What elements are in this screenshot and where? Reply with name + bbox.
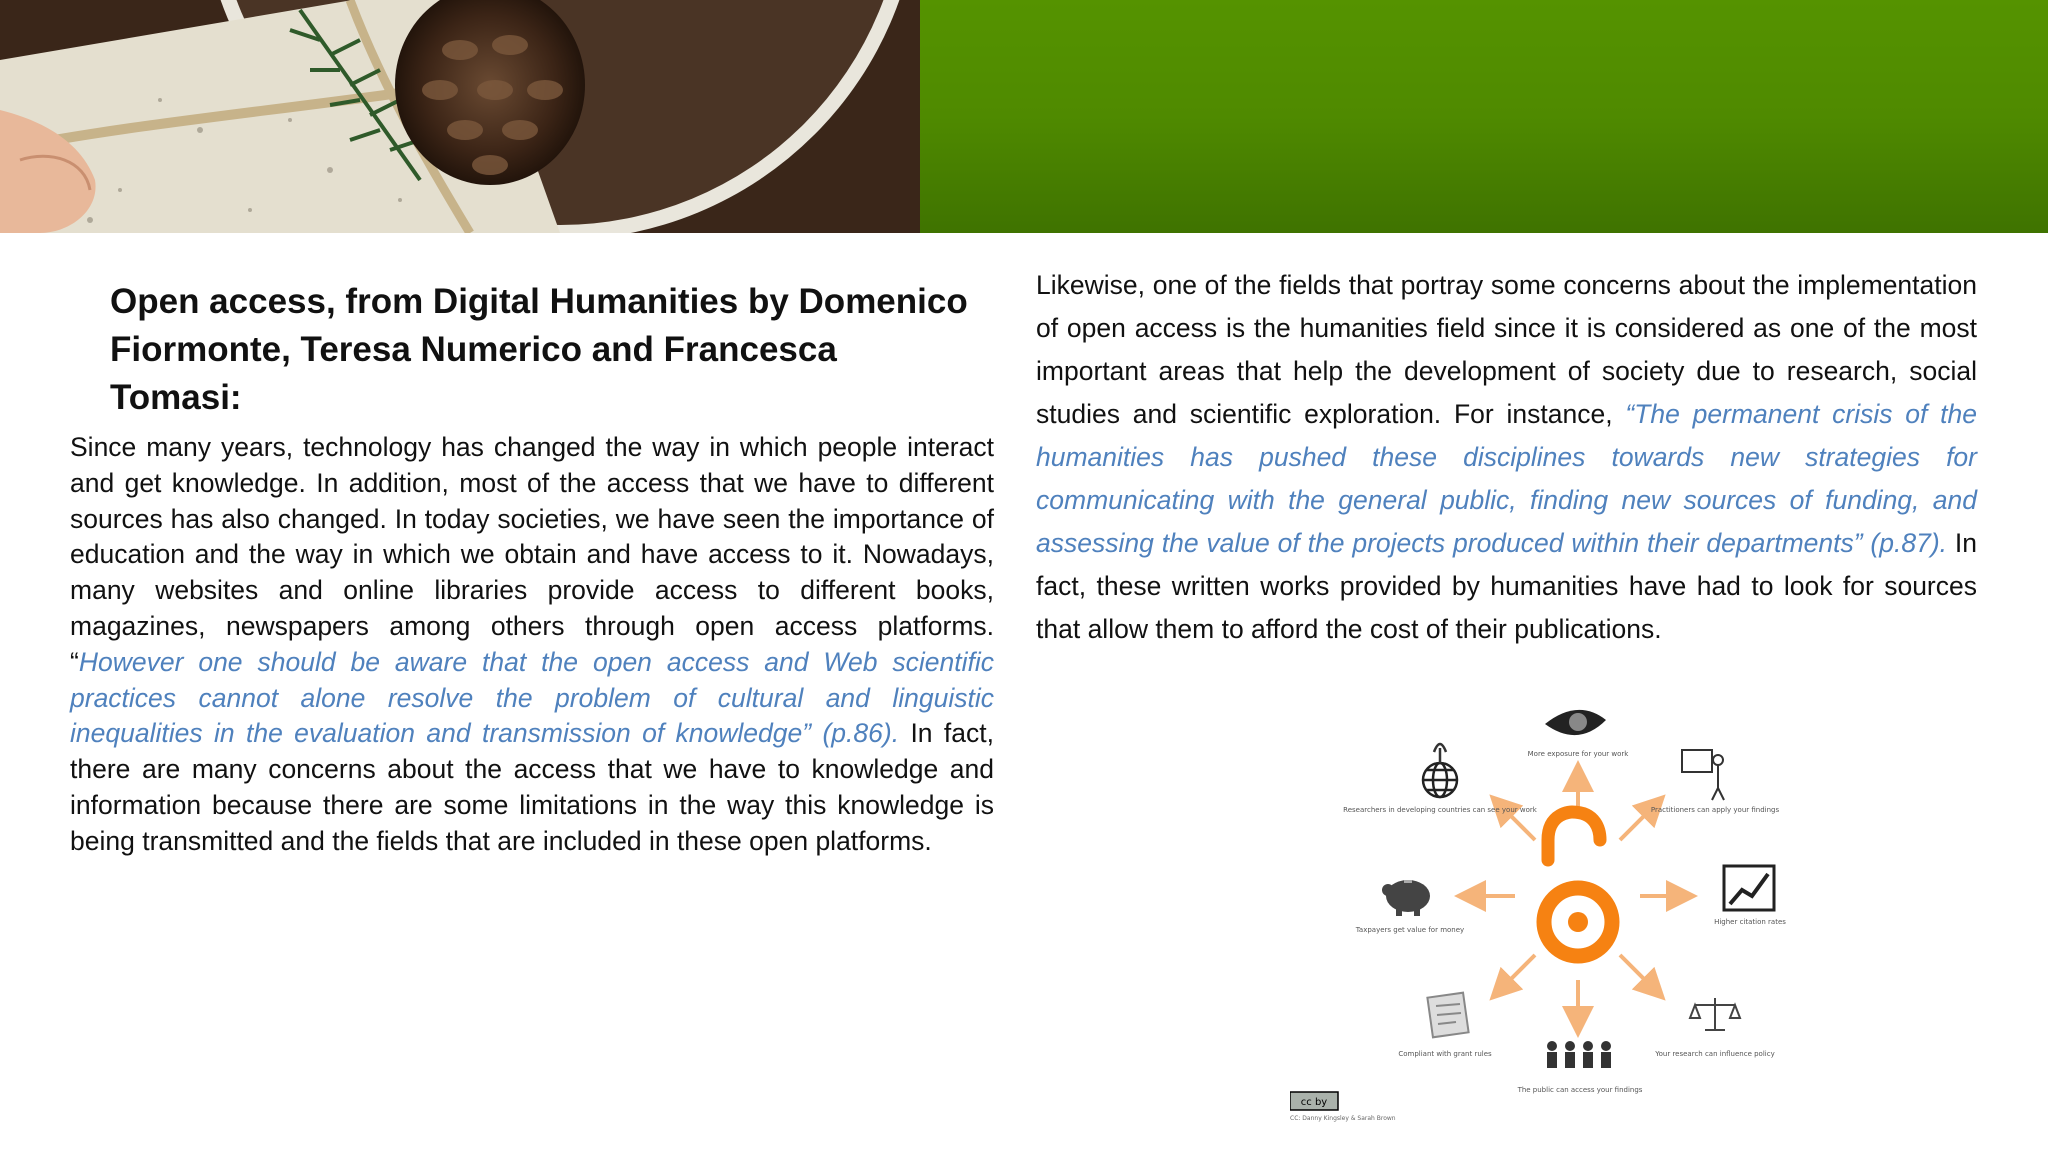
scales-icon xyxy=(1690,998,1740,1030)
practitioner-icon xyxy=(1682,750,1724,800)
label-left: Taxpayers get value for money xyxy=(1355,926,1465,934)
document-icon xyxy=(1427,993,1468,1038)
left-paragraph-text-1: Since many years, technology has changed the way in which people interact and get knowledge. In addition, most of the access that we have to different sources has also changed. In today societies, we have seen the importance of education and the way in which we obtain and have access to it. Nowadays, many websites and online libraries provide access to different books, magazines, newspapers among others through open access platforms. “ xyxy=(70,432,994,677)
banner-photo xyxy=(0,0,920,233)
right-paragraph-quote: “The permanent crisis of the humanities has pushed these disciplines towards new strategies for communicating with the general public, finding new sources of funding, and assessing the value of the projects produced within their departments” (p.87). xyxy=(1036,399,1977,558)
eye-icon xyxy=(1545,710,1606,735)
page-heading xyxy=(70,278,970,422)
rising-chart-icon xyxy=(1724,866,1774,910)
right-paragraph-text-1: Likewise, one of the fields that portray some concerns about the implementation of open access is the humanities field since it is considered as one of the most important areas that help the development of society due to research, social studies and scientific exploration. For instance, xyxy=(1036,270,1977,429)
label-top-left: Researchers in developing countries can see your work xyxy=(1343,806,1537,814)
header-banner xyxy=(0,0,2048,233)
cc-license-badge xyxy=(1290,1092,1338,1110)
piggy-bank-icon xyxy=(1382,880,1430,916)
left-paragraph xyxy=(70,430,994,860)
label-right: Higher citation rates xyxy=(1714,918,1786,926)
heading-line-1: Open access, from Digital Humanities by Domenico xyxy=(110,282,968,321)
label-bottom: The public can access your findings xyxy=(1517,1086,1643,1094)
right-column xyxy=(1036,264,1977,651)
open-access-benefits-diagram xyxy=(1290,700,1810,1130)
left-column xyxy=(70,278,994,860)
arrow-down-left xyxy=(1495,955,1535,995)
label-top-right: Practitioners can apply your findings xyxy=(1650,806,1780,814)
label-bottom-right: Your research can influence policy xyxy=(1655,1050,1775,1058)
arrow-down-right xyxy=(1620,955,1660,995)
people-icon xyxy=(1547,1041,1611,1068)
heading-line-2: Fiormonte, Teresa Numerico and Francesca Tomasi: xyxy=(110,330,837,417)
label-bottom-left: Compliant with grant rules xyxy=(1398,1050,1492,1058)
left-paragraph-text-2: In fact, there are many concerns about the access that we have to knowledge and information because there are some limitations in the way this knowledge is being transmitted and the fields that are included in these open platforms. xyxy=(70,718,994,856)
label-top: More exposure for your work xyxy=(1527,750,1629,758)
diagram-credit: CC: Danny Kingsley & Sarah Brown xyxy=(1290,1115,1396,1122)
open-access-lock-icon xyxy=(1544,812,1612,956)
right-paragraph xyxy=(1036,264,1977,651)
license-text: cc by xyxy=(1300,1097,1328,1108)
left-paragraph-quote: However one should be aware that the open access and Web scientific practices cannot alone resolve the problem of cultural and linguistic inequalities in the evaluation and transmission of knowledge” (p.86). xyxy=(70,646,994,749)
globe-icon xyxy=(1423,744,1457,797)
right-paragraph-text-2: In fact, these written works provided by humanities have had to look for sources that allow them to afford the cost of their publications. xyxy=(1036,528,1978,644)
